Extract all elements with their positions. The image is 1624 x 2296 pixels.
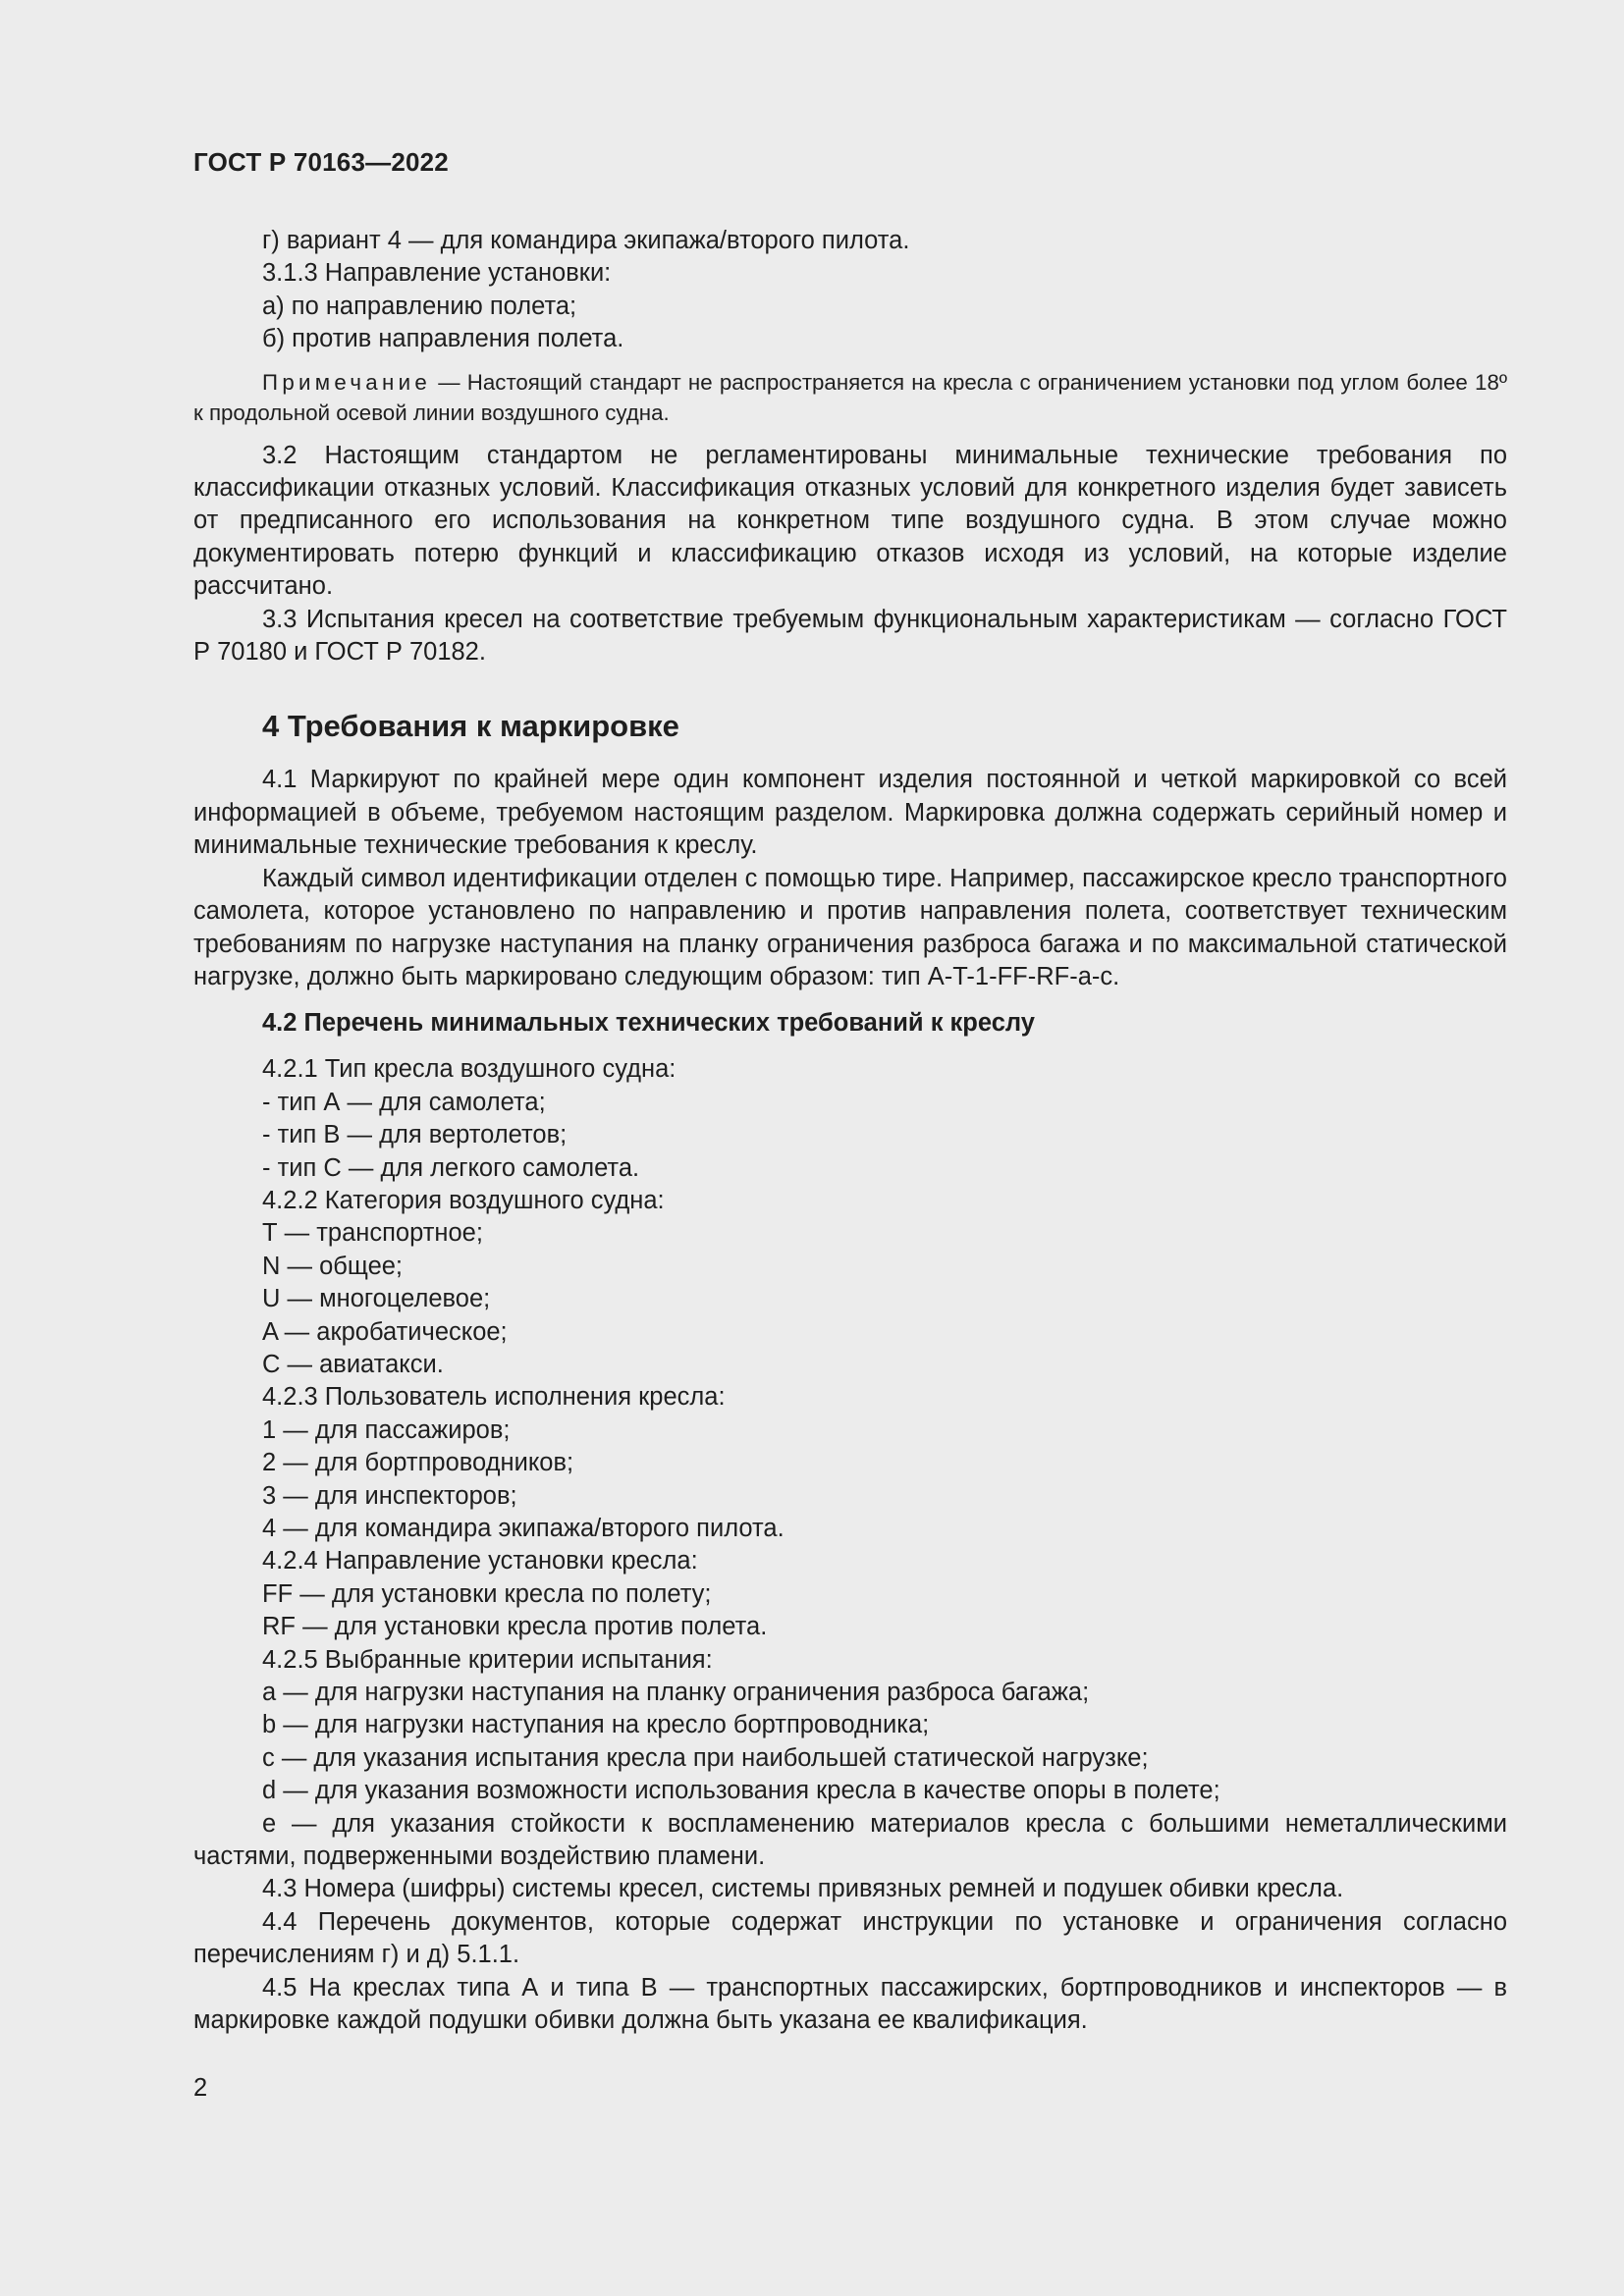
paragraph-criterion-e: e — для указания стойкости к воспламенению материалов кресла с большими неметаллическими частями, подверженными воздействию пламени.	[193, 1809, 1507, 1871]
list-item: RF — для установки кресла против полета.	[262, 1613, 768, 1641]
list-item: 4.2.5 Выбранные критерии испытания:	[262, 1645, 713, 1674]
list-item: N — общее;	[262, 1252, 404, 1280]
list-item: - тип В — для вертолетов;	[262, 1121, 568, 1149]
list-item: d — для указания возможности использования кресла в качестве опоры в полете;	[262, 1777, 1220, 1805]
paragraph-3-3: 3.3 Испытания кресел на соответствие требуемым функциональным характеристикам — согласно ГОСТ Р 70180 и ГОСТ Р 70182.	[193, 605, 1507, 667]
list-item: a — для нагрузки наступания на планку ограничения разброса багажа;	[262, 1679, 1090, 1707]
paragraph-4-1: 4.1 Маркируют по крайней мере один компонент изделия постоянной и четкой маркировкой со всей информацией в объеме, требуемом настоящим разделом. Маркировка должна содержать серийный номер и минимальные технические требования к креслу.	[193, 766, 1507, 860]
list-item: 4.2.4 Направление установки кресла:	[262, 1547, 698, 1575]
list-item: 4 — для командира экипажа/второго пилота.	[262, 1515, 785, 1542]
paragraph-4-3: 4.3 Номера (шифры) системы кресел, системы привязных ремней и подушек обивки кресла.	[262, 1875, 1344, 1903]
note-label: Примечание	[262, 369, 432, 395]
page-content	[193, 225, 1507, 2038]
paragraph-3-2: 3.2 Настоящим стандартом не регламентированы минимальные технические требования по классификации отказных условий. Классификация отказных условий для конкретного изделия будет зависеть от предписанного его использования на конкретном типе воздушного судна. В этом случае можно документировать потерю функций и классификацию отказов исходя из условий, на которые изделие рассчитано.	[193, 441, 1507, 601]
list-item: - тип А — для самолета;	[262, 1088, 546, 1116]
paragraph-4-4: 4.4 Перечень документов, которые содержат инструкции по установке и ограничения согласно перечислениям г) и д) 5.1.1.	[193, 1907, 1507, 1969]
list-item: b — для нагрузки наступания на кресло бортпроводника;	[262, 1711, 930, 1739]
list-item: 4.2.3 Пользователь исполнения кресла:	[262, 1383, 726, 1412]
note-text: — Настоящий стандарт не распространяется на кресла с ограничением установки под углом более 18º к продольной осевой линии воздушного судна.	[193, 369, 1507, 425]
list-item: 2 — для бортпроводников;	[262, 1449, 574, 1477]
page-number: 2	[193, 2074, 208, 2102]
subsection-title: 4.2 Перечень минимальных технических требований к креслу	[262, 1009, 1035, 1038]
list-item: 4.2.1 Тип кресла воздушного судна:	[262, 1055, 677, 1084]
list-item: - тип С — для легкого самолета.	[262, 1153, 640, 1182]
paragraph-symbol-example: Каждый символ идентификации отделен с помощью тире. Например, пассажирское кресло транспортного самолета, которое установлено по направлению и против направления полета, соответствует техническим требованиям по нагрузке наступания на планку ограничения разброса багажа и по максимальной статической нагрузке, должно быть маркировано следующим образом: тип A-T-1-FF-RF-a-c.	[193, 864, 1507, 990]
note-paragraph	[193, 367, 1507, 428]
paragraph-4-5: 4.5 На креслах типа А и типа В — транспортных пассажирских, бортпроводников и инспекторов — в маркировке каждой подушки обивки должна быть указана ее квалификация.	[193, 1973, 1507, 2035]
list-item: FF — для установки кресла по полету;	[262, 1579, 712, 1608]
requirements-list	[193, 1053, 1507, 1807]
list-item: U — многоцелевое;	[262, 1285, 491, 1313]
list-item: б) против направления полета.	[262, 325, 624, 353]
list-item: c — для указания испытания кресла при наибольшей статической нагрузке;	[262, 1743, 1149, 1772]
list-item: C — авиатакси.	[262, 1350, 444, 1378]
list-item: 1 — для пассажиров;	[262, 1415, 511, 1444]
page-header: ГОСТ Р 70163—2022	[193, 147, 449, 177]
list-item: 4.2.2 Категория воздушного судна:	[262, 1186, 665, 1214]
list-item: 3 — для инспекторов;	[262, 1481, 517, 1510]
list-item: A — акробатическое;	[262, 1317, 508, 1346]
section-title: 4 Требования к маркировке	[262, 709, 679, 744]
list-item: г) вариант 4 — для командира экипажа/второго пилота.	[262, 227, 910, 254]
list-item: 3.1.3 Направление установки:	[262, 259, 612, 288]
list-item: Т — транспортное;	[262, 1219, 483, 1248]
list-item: а) по направлению полета;	[262, 292, 577, 320]
